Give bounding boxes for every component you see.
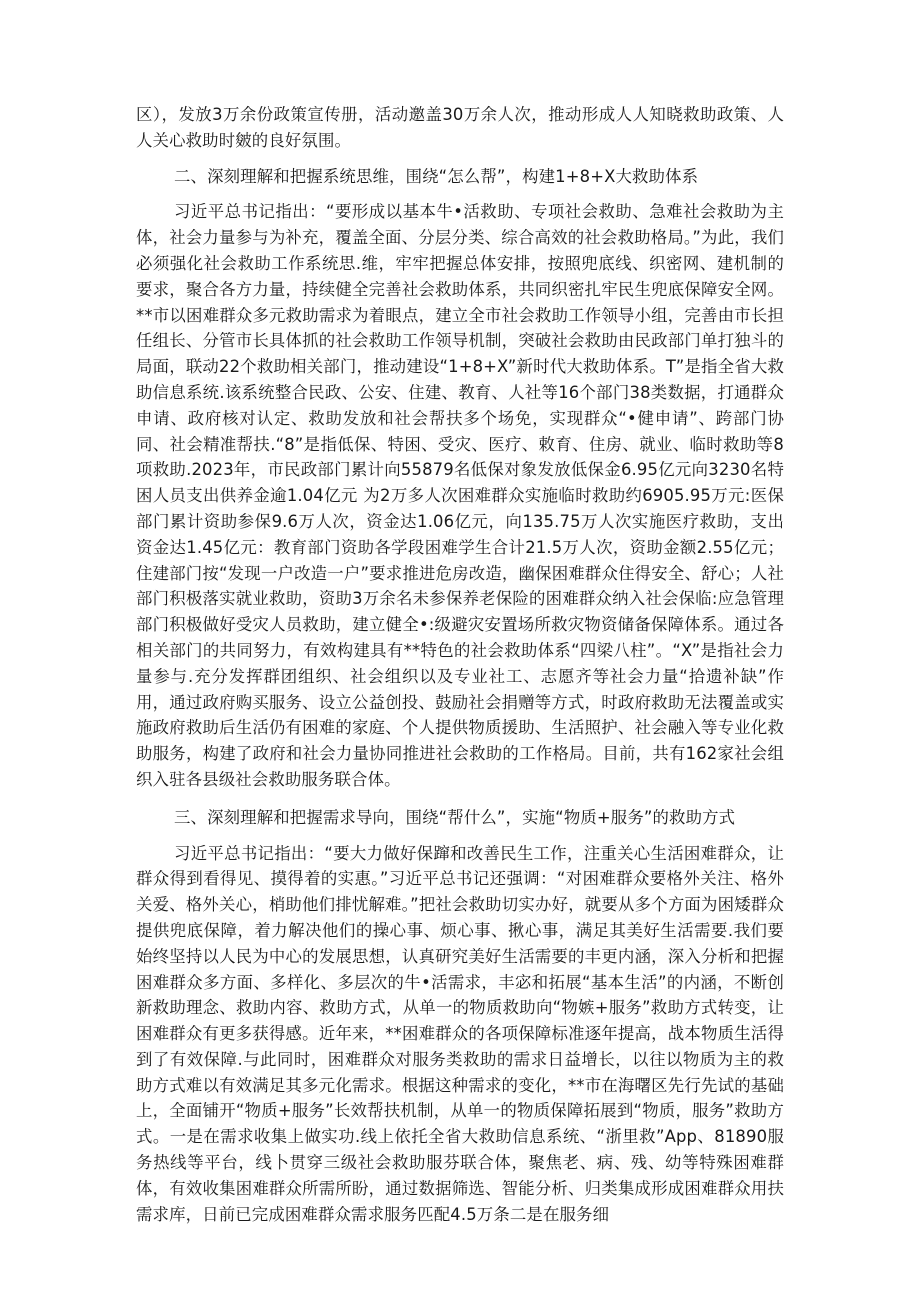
- section-3-heading: 三、深刻理解和把握需求导向，围绕“帮什么”，实施“物质+服务”的救助方式: [174, 807, 736, 827]
- intro-paragraph: 区），发放3万余份政策宣传册，活动邀盖30万余人次，推动形成人人知晓救助政策、人人关心救助时皴的良好氛围。: [136, 105, 784, 150]
- document-body: [136, 102, 784, 1227]
- section-2-heading: 二、深刻理解和把握系统思维，围绕“怎么帮”，构建1+8+X大救助体系: [174, 166, 699, 186]
- section-3-paragraph: 习近平总书记指出：“要大力做好保蹿和改善民生工作，注重关心生活困难群众，让群众得到看得见、摸得着的实惠。”习近平总书记还强调：“对困难群众要格外关注、格外关爱、格外关心，梢助他们排忧解难。”把社会救助切实办好，就要从多个方面为困矮群众提供兜底保障，着力解决他们的操心事、烦心事、揪心事，满足其美好生活需要.我们要始终坚持以人民为中心的发展思想，认真研究美好生活需要的丰更内涵，深入分析和把握困难群众多方面、多样化、多层次的牛•活需求，丰宓和拓展“基本生活”的内涵，不断创新救助理念、救助内容、救助方式，从单一的物质救助向“物嫉+服务”救助方式转变，让困难群众有更多获得感。近年来，**困难群众的各项保障标准逐年提高，战本物质生活得到了有效保障.与此同时，困难群众对服务类救助的需求日益增长，以往以物质为主的救助方式难以有效满足其多元化需求。根据这种需求的变化，**市在海曙区先行先试的基础上，全面铺开“物质+服务”长效帮扶机制，从单一的物质保障拓展到“物质，服务”救助方式。一是在需求收集上做实功.线上依托全省大救助信息系统、“浙里救”App、81890服务热线等平台，线卜贯穿三级社会救助服芬联合体，聚焦老、病、残、幼等特殊困难群体，有效收集困难群众所需所盼，通过数据筛选、智能分析、归类集成形成困难群众用扶需求库，日前已完成困难群众需求服务匹配4.5万条二是在服务细: [136, 843, 784, 1224]
- section-2-paragraph: 习近平总书记指出：“要形成以基本牛•活救助、专项社会救助、急难社会救助为主体，社会力量参与为补充，覆盖全面、分层分类、综合高效的社会救助格局。”为此，我们必须强化社会救助工作系统思.维，牢牢把握总体安排，按照兜底线、织密网、建机制的要求，聚合各方力量，持续健全完善社会救助体系，共同织密扎牢民生兜底保障安全网。**市以困难群众多元救助需求为着眼点，建立全市社会救助工作领导小组，完善由市长担任组长、分管市长具体抓的社会救助工作领导机制，突破社会救助由民政部门单打独斗的局面，联动22个救助相关部门，推动建设“1+8+X”新时代大救助体系。T”是指全省大救助信息系统.该系统整合民政、公安、住建、教育、人社等16个部门38类数据，打通群众申请、政府核对认定、救助发放和社会帮扶多个场免，实现群众“•健申请”、跨部门协同、社会精准帮扶.“8”是指低保、特困、受灾、医疗、敕育、住房、就业、临时救助等8项救助.2023年，市民政部门累计向55879名低保对象发放低保金6.95亿元向3230名特困人员支出供养金逾1.04亿元 为2万多人次困难群众实施临时救助约6905.95万元:医保部门累计资助参保9.6万人次，资金达1.06亿元，向135.75万人次实施医疗救助，支出资金达1.45亿元：教育部门资助各学段困难学生合计21.5万人次，资助金额2.55亿元；住建部门按“发现一户改造一户”要求推进危房改造，幽保困难群众住得安全、舒心；人社部门积极落实就业救助，资助3万余名未参保养老保险的困难群众纳入社会保临:应急管理部门积极做好受灾人员救助，建立健全•:级避灾安置场所救灾物资储备保障体系。通过各相关部门的共同努力，有效构建具有**特色的社会救助体系“四梁八柱”。“X”是指社会力量参与.充分发挥群团组织、社会组织以及专业社工、志愿齐等社会力量“拾遗补缺”作用，通过政府购买服务、设立公益创投、鼓励社会捐赠等方式，时政府救助无法覆盖或实施政府救助后生活仍有困难的家庭、个人提供物质援助、生活照护、社会融入等专业化救助服务，构建了政府和社会力量协同推进社会救助的工作格局。目前，共有162家社会组织入驻各县级社会救助服务联合体。: [136, 202, 784, 789]
